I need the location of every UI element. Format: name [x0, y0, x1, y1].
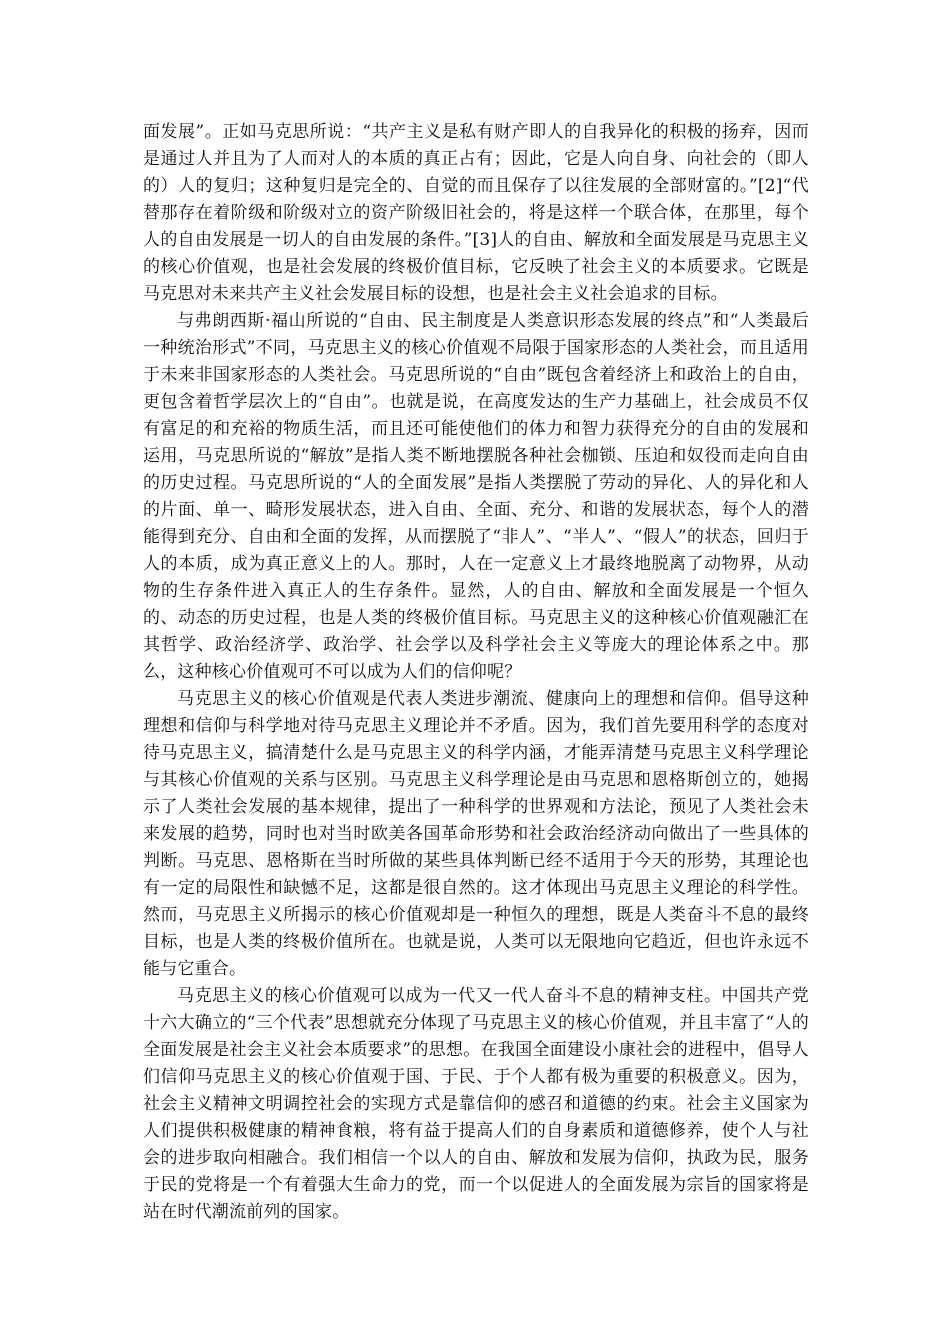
paragraph-continued: 面发展”。正如马克思所说：“共产主义是私有财产即人的自我异化的积极的扬弃，因而是通过人并且为了人而对人的本质的真正占有；因此，它是人向自身、向社会的（即人的）人的复归；这种复归是完全的、自觉的而且保存了以往发展的全部财富的。”[2]“代替那存在着阶级和阶级对立的资产阶级旧社会的，将是这样一个联合体，在那里，每个人的自由发展是一切人的自由发展的条件。”[3]人的自由、解放和全面发展是马克思主义的核心价值观，也是社会发展的终极价值目标，它反映了社会主义的本质要求。它既是马克思对未来共产主义社会发展目标的设想，也是社会主义社会追求的目标。	[143, 122, 809, 304]
paragraph: 与弗朗西斯·福山所说的“自由、民主制度是人类意识形态发展的终点”和“人类最后一种统治形式”不同，马克思主义的核心价值观不局限于国家形态的人类社会，而且适用于未来非国家形态的人类社会。马克思所说的“自由”既包含着经济上和政治上的自由，更包含着哲学层次上的“自由”。也就是说，在高度发达的生产力基础上，社会成员不仅有富足的和充裕的物质生活，而且还可能使他们的体力和智力获得充分的自由的发展和运用，马克思所说的“解放”是指人类不断地摆脱各种社会枷锁、压迫和奴役而走向自由的历史过程。马克思所说的“人的全面发展”是指人类摆脱了劳动的异化、人的异化和人的片面、单一、畸形发展状态，进入自由、全面、充分、和谐的发展状态，每个人的潜能得到充分、自由和全面的发挥，从而摆脱了“非人”、“半人”、“假人”的状态，回归于人的本质，成为真正意义上的人。那时，人在一定意义上才最终地脱离了动物界，从动物的生存条件进入真正人的生存条件。显然，人的自由、解放和全面发展是一个恒久的、动态的历史过程，也是人类的终极价值目标。马克思主义的这种核心价值观融汇在其哲学、政治经济学、政治学、社会学以及科学社会主义等庞大的理论体系之中。那么，这种核心价值观可不可以成为人们的信仰呢？	[143, 311, 809, 682]
paragraph: 马克思主义的核心价值观是代表人类进步潮流、健康向上的理想和信仰。倡导这种理想和信仰与科学地对待马克思主义理论并不矛盾。因为，我们首先要用科学的态度对待马克思主义，搞清楚什么是马克思主义的科学内涵，才能弄清楚马克思主义科学理论与其核心价值观的关系与区别。马克思主义科学理论是由马克思和恩格斯创立的，她揭示了人类社会发展的基本规律，提出了一种科学的世界观和方法论，预见了人类社会未来发展的趋势，同时也对当时欧美各国革命形势和社会政治经济动向做出了一些具体的判断。马克思、恩格斯在当时所做的某些具体判断已经不适用于今天的形势，其理论也有一定的局限性和缺憾不足，这都是很自然的。这才体现出马克思主义理论的科学性。然而，马克思主义所揭示的核心价值观却是一种恒久的理想，既是人类奋斗不息的最终目标，也是人类的终极价值所在。也就是说，人类可以无限地向它趋近，但也许永远不能与它重合。	[143, 689, 809, 979]
body-text	[143, 119, 809, 1226]
paragraph: 马克思主义的核心价值观可以成为一代又一代人奋斗不息的精神支柱。中国共产党十六大确立的“三个代表”思想就充分体现了马克思主义的核心价值观，并且丰富了“人的全面发展是社会主义社会本质要求”的思想。在我国全面建设小康社会的进程中，倡导人们信仰马克思主义的核心价值观于国、于民、于个人都有极为重要的积极意义。因为，社会主义精神文明调控社会的实现方式是靠信仰的感召和道德的约束。社会主义国家为人们提供积极健康的精神食粮，将有益于提高人们的自身素质和道德修养，使个人与社会的进步取向相融合。我们相信一个以人的自由、解放和发展为信仰，执政为民，服务于民的党将是一个有着强大生命力的党，而一个以促进人的全面发展为宗旨的国家将是站在时代潮流前列的国家。	[143, 986, 809, 1222]
